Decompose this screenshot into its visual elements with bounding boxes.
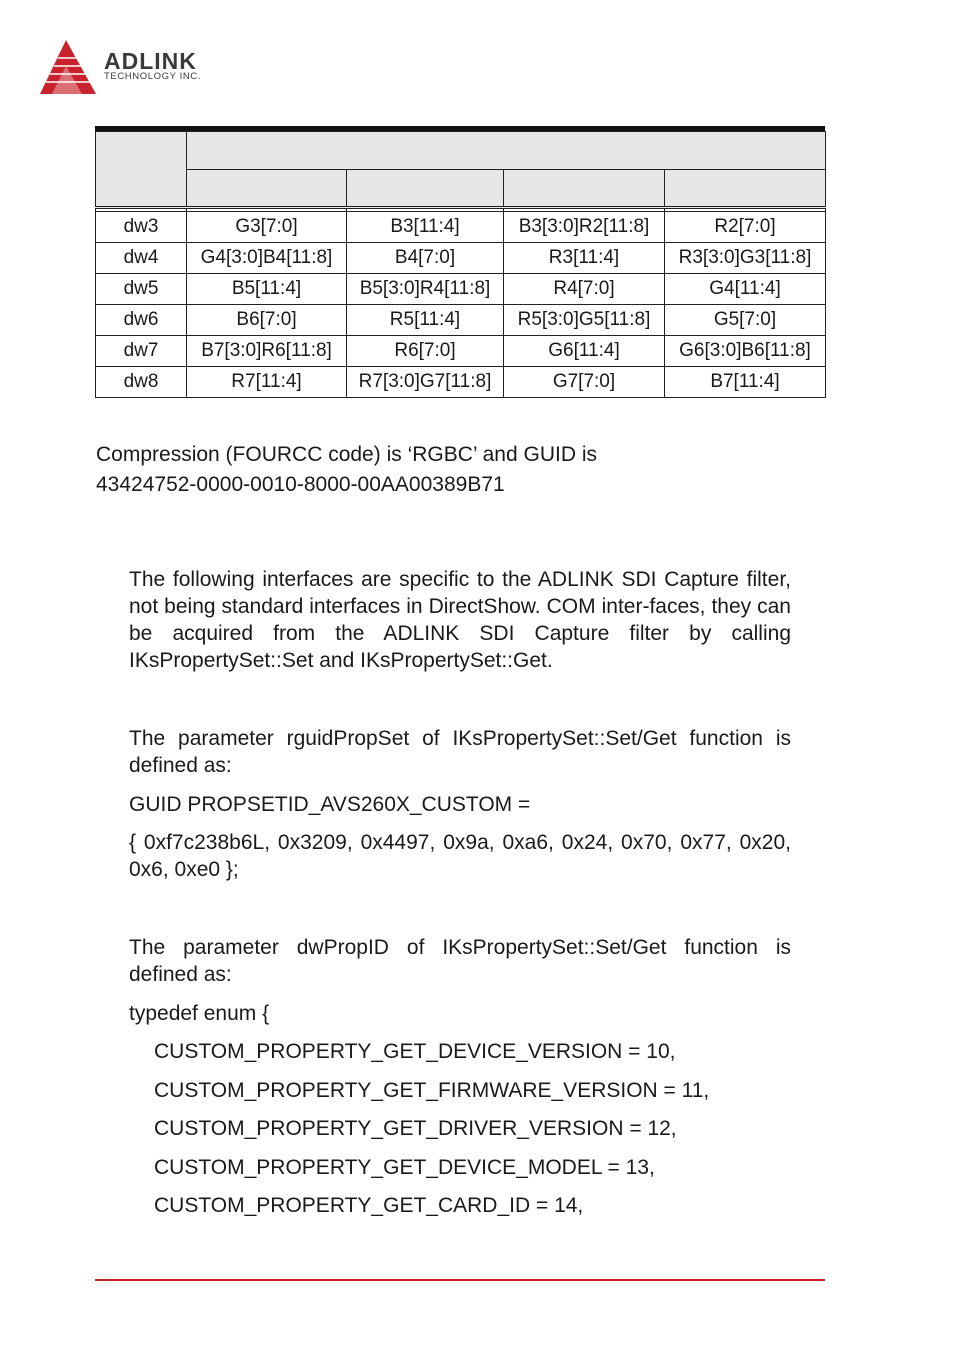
dword-label-cell: dw5 — [96, 274, 187, 305]
table-cell: R2[7:0] — [665, 212, 826, 243]
table-cell: R5[11:4] — [347, 305, 504, 336]
table-cell: R5[3:0]G5[11:8] — [504, 305, 665, 336]
table-cell: R4[7:0] — [504, 274, 665, 305]
table-cell: R6[7:0] — [347, 336, 504, 367]
table-cell: G7[7:0] — [504, 367, 665, 398]
table-cell: R7[3:0]G7[11:8] — [347, 367, 504, 398]
table-cell: B4[7:0] — [347, 243, 504, 274]
table-header-cell — [96, 132, 187, 208]
enum-item: CUSTOM_PROPERTY_GET_DEVICE_MODEL = 13, — [154, 1156, 655, 1179]
table-cell: B3[3:0]R2[11:8] — [504, 212, 665, 243]
table-header-cell — [187, 170, 347, 208]
table-cell: B5[3:0]R4[11:8] — [347, 274, 504, 305]
table-cell: B5[11:4] — [187, 274, 347, 305]
rguid-paragraph: The parameter rguidPropSet of IKsPropertySet::Set/Get function is defined as: — [129, 727, 791, 777]
table-header-cell — [347, 170, 504, 208]
dword-label-cell: dw3 — [96, 212, 187, 243]
guid-value: { 0xf7c238b6L, 0x3209, 0x4497, 0x9a, 0xa6, 0x24, 0x70, 0x77, 0x20, 0x6, 0xe0 }; — [129, 831, 791, 881]
table-row — [96, 367, 826, 398]
table-row — [96, 243, 826, 274]
table-cell: G4[3:0]B4[11:8] — [187, 243, 347, 274]
dword-label-cell: dw7 — [96, 336, 187, 367]
enum-item: CUSTOM_PROPERTY_GET_FIRMWARE_VERSION = 11, — [154, 1079, 710, 1102]
table-cell: G3[7:0] — [187, 212, 347, 243]
table-subheader-row — [96, 170, 826, 208]
compression-line-1: Compression (FOURCC code) is ‘RGBC’ and GUID is — [96, 443, 597, 466]
dword-label-cell: dw4 — [96, 243, 187, 274]
table-cell: R3[3:0]G3[11:8] — [665, 243, 826, 274]
dword-label-cell: dw6 — [96, 305, 187, 336]
table-cell: R7[11:4] — [187, 367, 347, 398]
table-cell: G6[11:4] — [504, 336, 665, 367]
table-row — [96, 336, 826, 367]
table-cell: R3[11:4] — [504, 243, 665, 274]
enum-item: CUSTOM_PROPERTY_GET_DRIVER_VERSION = 12, — [154, 1117, 677, 1140]
table-header-cell — [665, 170, 826, 208]
enum-open: typedef enum { — [129, 1002, 270, 1025]
table-header-cell — [187, 132, 826, 170]
table-row — [96, 212, 826, 243]
table-cell: G5[7:0] — [665, 305, 826, 336]
table-cell: B6[7:0] — [187, 305, 347, 336]
table-header-cell — [504, 170, 665, 208]
dwprop-paragraph: The parameter dwPropID of IKsPropertySet::Set/Get function is defined as: — [129, 936, 791, 986]
register-table — [95, 126, 825, 398]
table-cell: B3[11:4] — [347, 212, 504, 243]
compression-guid: 43424752-0000-0010-8000-00AA00389B71 — [96, 473, 505, 496]
logo-subtitle: TECHNOLOGY INC. — [104, 71, 201, 82]
table-header-row — [96, 132, 826, 170]
enum-item: CUSTOM_PROPERTY_GET_DEVICE_VERSION = 10, — [154, 1040, 676, 1063]
enum-item: CUSTOM_PROPERTY_GET_CARD_ID = 14, — [154, 1194, 584, 1217]
interfaces-paragraph: The following interfaces are specific to the ADLINK SDI Capture filter, not being standard interfaces in DirectShow. COM inter-faces, they can be acquired from the ADLINK SDI Capture filter by calling IKsPropertySet::Set and IKsPropertySet::Get. — [129, 568, 791, 672]
table-row — [96, 274, 826, 305]
dword-label-cell: dw8 — [96, 367, 187, 398]
table-row — [96, 305, 826, 336]
guid-declaration: GUID PROPSETID_AVS260X_CUSTOM = — [129, 793, 531, 816]
footer-rule — [95, 1279, 825, 1281]
logo-wordmark: ADLINK — [104, 48, 197, 74]
table-cell: B7[3:0]R6[11:8] — [187, 336, 347, 367]
table-cell: G6[3:0]B6[11:8] — [665, 336, 826, 367]
table-cell: G4[11:4] — [665, 274, 826, 305]
table-cell: B7[11:4] — [665, 367, 826, 398]
